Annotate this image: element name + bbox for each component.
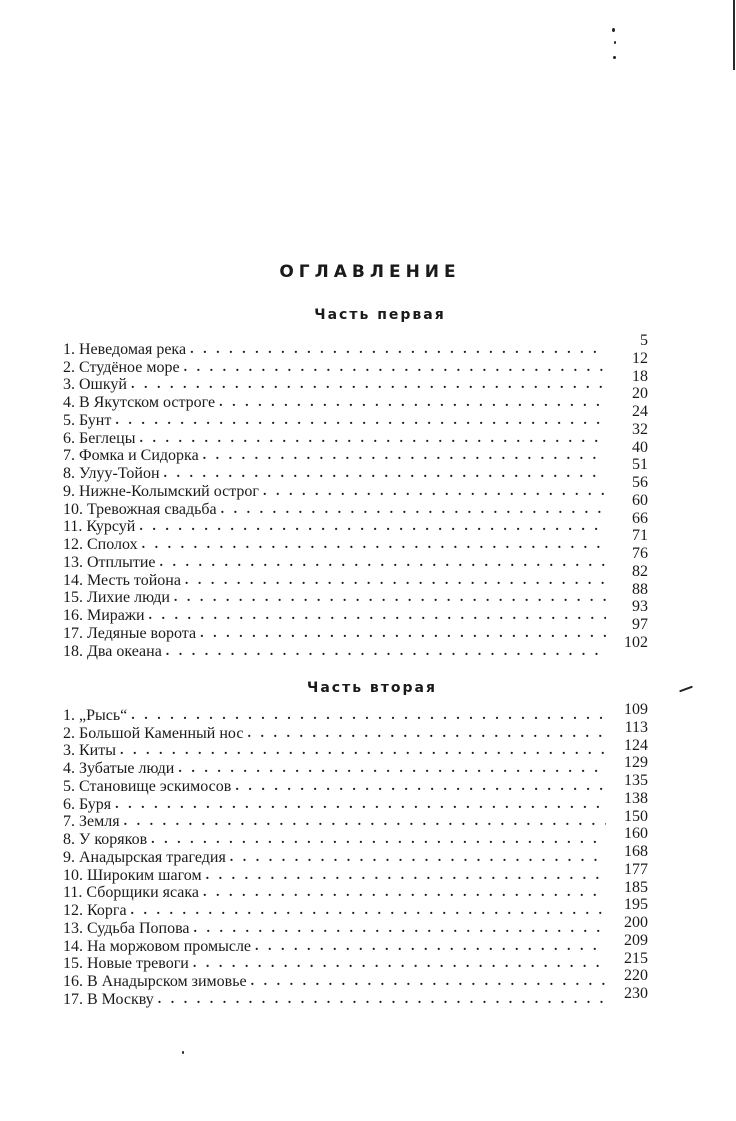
entry-title: 7. Земля: [63, 813, 124, 830]
dot-leader: [115, 796, 606, 813]
dot-leader: [184, 359, 606, 376]
page-number: 150: [624, 807, 648, 825]
page-number: 76: [632, 545, 648, 562]
entry-title: 2. Большой Каменный нос: [63, 725, 247, 742]
dot-leader: [206, 867, 606, 884]
page-number: 71: [632, 527, 648, 545]
dot-leader: [221, 501, 606, 518]
page-number: 66: [632, 509, 648, 527]
entry-title: 9. Анадырская трагедия: [63, 849, 230, 866]
entry-title: 17. Ледяные ворота: [63, 625, 200, 642]
toc-entry[interactable]: [63, 896, 648, 919]
toc-entry[interactable]: [63, 825, 648, 848]
page-number: 60: [632, 491, 648, 509]
entry-title: 13. Судьба Попова: [63, 920, 194, 937]
entry-title: 7. Фомка и Сидорка: [63, 447, 203, 464]
page-number: 18: [632, 367, 648, 385]
toc-entry[interactable]: [63, 736, 648, 760]
toc-entry[interactable]: [63, 843, 648, 866]
entry-title: 1. Неведомая река: [63, 341, 190, 358]
dot-leader: [166, 643, 606, 660]
entry-title: 17. В Москву: [63, 991, 158, 1008]
entry-title: 10. Тревожная свадьба: [63, 501, 221, 518]
entry-title: 9. Нижне-Колымский острог: [63, 483, 263, 500]
part-one-contents-list: [63, 332, 648, 660]
page-number: 109: [624, 701, 648, 718]
entry-title: 4. Зубатые люди: [63, 760, 178, 777]
speck-mark: [612, 28, 615, 32]
page-number: 220: [624, 967, 648, 985]
toc-entry[interactable]: [63, 985, 648, 1008]
toc-entry[interactable]: [63, 949, 648, 973]
dot-leader: [200, 625, 606, 642]
toc-entry[interactable]: [63, 878, 648, 902]
toc-entry[interactable]: [63, 545, 648, 571]
entry-title: 10. Широким шагом: [63, 867, 206, 884]
entry-title: 1. „Рысь“: [63, 707, 131, 724]
page-number: 177: [624, 860, 648, 878]
toc-entry[interactable]: [63, 914, 648, 937]
dot-leader: [124, 813, 606, 830]
page-number: 185: [624, 878, 648, 896]
dot-leader: [115, 412, 606, 429]
page-number: 195: [624, 896, 648, 914]
dot-leader: [142, 536, 606, 553]
entry-title: 11. Сборщики ясака: [63, 884, 203, 901]
dot-leader: [164, 465, 606, 482]
toc-entry[interactable]: [63, 701, 648, 724]
speck-mark: [182, 1051, 184, 1054]
dot-leader: [160, 554, 607, 571]
entry-title: 11. Курсуй: [63, 518, 139, 535]
toc-entry[interactable]: [63, 789, 648, 813]
dot-leader: [151, 831, 606, 848]
dot-leader: [185, 572, 606, 589]
entry-title: 6. Беглецы: [63, 430, 139, 447]
toc-entry[interactable]: [63, 718, 648, 742]
dot-leader: [139, 430, 606, 447]
page-number: 129: [624, 754, 648, 772]
part-two-title: Часть вторая: [307, 680, 437, 696]
page-edge-line: [733, 0, 735, 70]
page-number: 230: [624, 985, 648, 1002]
dot-leader: [194, 920, 606, 937]
dot-leader: [149, 607, 606, 624]
dot-leader: [247, 725, 606, 742]
dot-leader: [158, 991, 606, 1008]
dot-leader: [131, 707, 606, 724]
toc-entry[interactable]: [63, 754, 648, 777]
entry-title: 13. Отплытие: [63, 554, 160, 571]
page-number: 51: [632, 456, 648, 474]
page-number: 113: [624, 718, 648, 736]
entry-title: 8. Улуу-Тойон: [63, 465, 164, 482]
toc-entry[interactable]: [63, 474, 648, 500]
toc-entry[interactable]: [63, 403, 648, 429]
entry-title: 15. Лихие люди: [63, 589, 174, 606]
speck-mark: [613, 56, 616, 59]
page-number: 24: [632, 403, 648, 420]
part-one-title: Часть первая: [314, 307, 446, 323]
entry-title: 18. Два океана: [63, 643, 166, 660]
page-number: 200: [624, 914, 648, 931]
entry-title: 12. Сполох: [63, 536, 142, 553]
entry-title: 5. Становище эскимосов: [63, 778, 235, 795]
page-number: 102: [624, 633, 648, 651]
page-number: 97: [632, 616, 648, 633]
dot-leader: [219, 394, 606, 411]
entry-title: 16. Миражи: [63, 607, 149, 624]
entry-title: 14. Месть тойона: [63, 572, 185, 589]
page-number: 12: [632, 349, 648, 367]
speck-mark: [614, 41, 616, 44]
toc-entry[interactable]: [63, 616, 648, 642]
toc-entry[interactable]: [63, 772, 648, 795]
page-number: 215: [624, 949, 648, 967]
page-number: 20: [632, 385, 648, 403]
toc-entry[interactable]: [63, 967, 648, 990]
dot-leader: [131, 376, 606, 393]
toc-entry[interactable]: [63, 807, 648, 831]
dot-leader: [203, 884, 606, 901]
page-number: 32: [632, 420, 648, 438]
entry-title: 12. Корга: [63, 902, 131, 919]
dot-leader: [251, 973, 606, 990]
entry-title: 5. Бунт: [63, 412, 115, 429]
toc-entry[interactable]: [63, 931, 648, 955]
dot-leader: [255, 938, 606, 955]
entry-title: 4. В Якутском остроге: [63, 394, 219, 411]
dot-leader: [131, 902, 606, 919]
page-number: 82: [632, 562, 648, 580]
entry-title: 16. В Анадырском зимовье: [63, 973, 251, 990]
page-number: 168: [624, 843, 648, 860]
dot-leader: [203, 447, 606, 464]
toc-entry[interactable]: [63, 860, 648, 884]
page-number: 5: [640, 332, 648, 349]
page-number: 209: [624, 931, 648, 949]
page-number: 124: [624, 736, 648, 754]
entry-title: 2. Студёное море: [63, 359, 184, 376]
contents-heading: ОГЛАВЛЕНИЕ: [279, 262, 461, 282]
entry-title: 3. Ошкуй: [63, 376, 131, 393]
entry-title: 6. Буря: [63, 796, 115, 813]
entry-title: 3. Киты: [63, 742, 120, 759]
toc-entry[interactable]: [63, 332, 648, 358]
part-two-contents-list: [63, 701, 648, 1008]
dot-leader: [178, 760, 606, 777]
dot-leader: [174, 589, 606, 606]
page-number: 88: [632, 580, 648, 598]
dot-leader: [190, 341, 606, 358]
dot-leader: [120, 742, 606, 759]
dot-leader: [235, 778, 606, 795]
dot-leader: [230, 849, 606, 866]
page-number: 56: [632, 474, 648, 491]
dot-leader: [193, 955, 606, 972]
page-number: 160: [624, 825, 648, 843]
entry-title: 8. У коряков: [63, 831, 151, 848]
page-number: 40: [632, 438, 648, 456]
entry-title: 14. На моржовом промысле: [63, 938, 255, 955]
entry-title: 15. Новые тревоги: [63, 955, 193, 972]
dot-leader: [139, 518, 606, 535]
page-number: 93: [632, 598, 648, 616]
page-number: 138: [624, 789, 648, 807]
page-number: 135: [624, 772, 648, 789]
dot-leader: [263, 483, 606, 500]
